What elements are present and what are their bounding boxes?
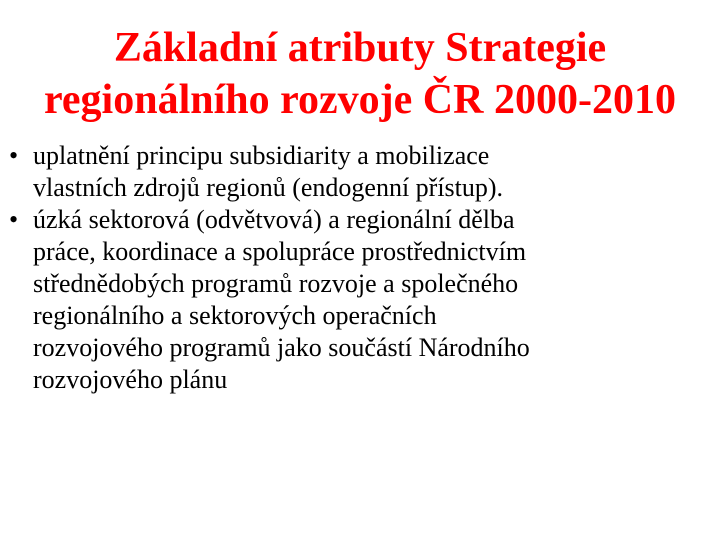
bullet-dot-icon: • xyxy=(9,141,19,170)
bullet-2-line-4: regionálního a sektorových operačních xyxy=(33,301,437,330)
slide-title-line-1: Základní atributy Strategie xyxy=(113,25,607,71)
slide-title xyxy=(0,22,720,126)
bullet-1-line-1: uplatnění principu subsidiarity a mobilizace xyxy=(33,141,490,170)
bullet-2-line-2: práce, koordinace a spolupráce prostřednictvím xyxy=(33,237,527,266)
bullet-2-line-1: úzká sektorová (odvětvová) a regionální dělba xyxy=(33,205,515,234)
bullet-item-2 xyxy=(0,204,720,396)
bullet-text-1 xyxy=(33,140,693,204)
bullet-text-2 xyxy=(33,204,693,396)
bullet-1-line-2: vlastních zdrojů regionů (endogenní přístup). xyxy=(33,173,504,202)
bullet-2-line-6: rozvojového plánu xyxy=(33,365,228,394)
bullet-dot-icon: • xyxy=(9,205,19,234)
slide-title-line-2: regionálního rozvoje ČR 2000-2010 xyxy=(44,77,676,123)
bullet-item-1 xyxy=(0,140,720,204)
bullet-2-line-3: střednědobých programů rozvoje a společného xyxy=(33,269,519,298)
bullet-2-line-5: rozvojového programů jako součástí Národního xyxy=(33,333,530,362)
bullet-list xyxy=(0,140,720,396)
